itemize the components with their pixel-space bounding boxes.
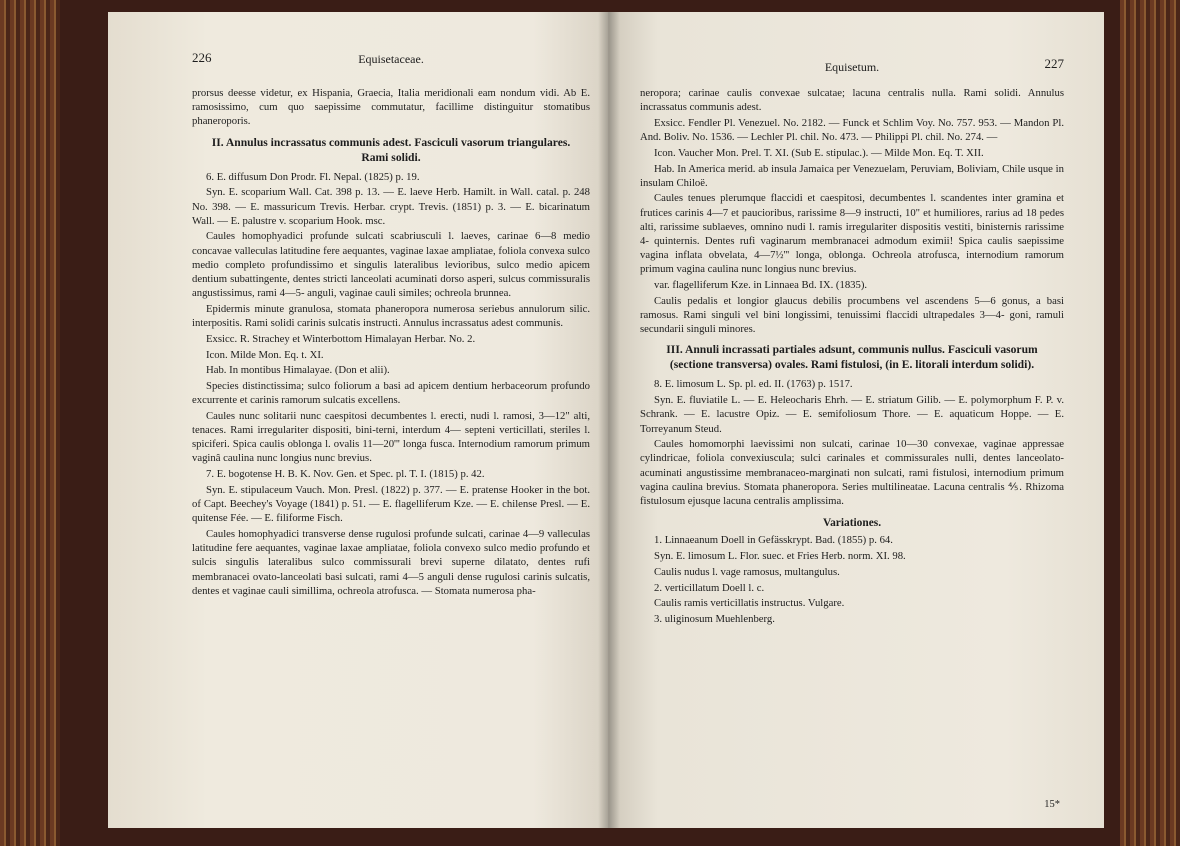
right-text bbox=[640, 86, 1064, 626]
synonyms: Syn. E. fluviatile L. — E. Heleocharis Ehrh. — E. striatum Gilib. — E. polymorphum F. P. v. Schrank. — E. lacustre Opiz. — E. semifoliosum Thore. — E. aquaticum Hoppe. — E. Torreyanum Steud. bbox=[640, 394, 1064, 435]
variation-item: 1. Linnaeanum Doell in Gefässkrypt. Bad. (1855) p. 64. bbox=[654, 534, 893, 547]
left-page-number: 226 bbox=[192, 50, 212, 65]
section-heading: III. Annuli incrassati partiales adsunt, communis nullus. Fasciculi vasorum (sectione transversa) ovales. Rami fistulosi, (in E. litorali interdum solidi). bbox=[666, 343, 1038, 372]
left-running-head: Equisetaceae. bbox=[358, 52, 424, 66]
species-entry: 6. E. diffusum Don Prodr. Fl. Nepal. (1825) p. 19. bbox=[206, 170, 420, 183]
species-entry: 7. E. bogotense H. B. K. Nov. Gen. et Spec. pl. T. I. (1815) p. 42. bbox=[206, 468, 485, 481]
paragraph: Caules homophyadici profunde sulcati scabriusculi l. laeves, carinae 6—8 medio concavae valleculas latitudine fere aequantes, vaginae laxae ampliatae, foliola convexa sulco medio completo profundissimo et singulis lateralibus levioribus, sulco medio apicem dentium subattingente, dentes stricti lanceolati acuminati dorso asperi, sulcus commissuralis angustissimus, rami 4—5- anguli, vaginae cauli similes; ochreola brunnea. bbox=[192, 230, 590, 300]
left-text bbox=[192, 86, 590, 598]
habitat: Hab. In America merid. ab insula Jamaica per Venezuelam, Peruviam, Boliviam, Chile usque in insulam Chiloë. bbox=[640, 162, 1064, 189]
habitat: Hab. In montibus Himalayae. (Don et alii). bbox=[206, 364, 390, 377]
paragraph: neropora; carinae caulis convexae sulcatae; lacuna centralis nulla. Rami solidi. Annulus incrassatus communis adest. bbox=[640, 87, 1064, 114]
synonyms: Syn. E. stipulaceum Vauch. Mon. Presl. (1822) p. 377. — E. pratense Hooker in the bot. of Capt. Beechey's Voyage (1841) p. 51. — E. flagelliferum Kze. — E. chilense Presl. — E. quitense Fée. — E. filiforme Fisch. bbox=[192, 483, 590, 525]
synonyms: Syn. E. scoparium Wall. Cat. 398 p. 13. — E. laeve Herb. Hamilt. in Wall. catal. p. 248 No. 398. — E. massuricum Trevis. Herbar. crypt. Trevis. (1851) p. 3. — E. bicarinatum Wall. — E. palustre v. scoparium Hook. msc. bbox=[192, 186, 590, 227]
left-page bbox=[108, 12, 608, 828]
right-binding bbox=[1120, 0, 1180, 846]
paragraph: Epidermis minute granulosa, stomata phaneropora numerosa seriebus annulorum silic. interpositis. Rami solidi carinis sulcatis instructi. Annulus incrassatus adest communis. bbox=[192, 302, 590, 330]
icon-reference: Icon. Vaucher Mon. Prel. T. XI. (Sub E. stipulac.). — Milde Mon. Eq. T. XII. bbox=[654, 146, 984, 159]
left-binding bbox=[0, 0, 60, 846]
paragraph: prorsus deesse videtur, ex Hispania, Graecia, Italia meridionali eam nondum vidi. Ab E. ramosissimo, cum quo saepissime commutatur, facillime distinguitur stomatibus phaneroporis. bbox=[192, 87, 590, 128]
paragraph: Caules tenues plerumque flaccidi et caespitosi, decumbentes l. scandentes inter gramina et frutices carinis 4—7 et paucioribus, rarissime 8—9 instructi, 10" et humiliores, rarius ad 18 pedes alti, rarissime sublaeves, omnino nudi l. ramis irregulariter dispositis vestiti, binisternis rarissime 4- quinternis. Dentes rufi vaginarum membranacei admodum eximii! Spica caulis saepissime vagina inflata obvelata, 4—7½''' longa, oblonga. Ochreola atrofusca, internodium ramorum primum vagina caulina nunc longius nunc brevius. bbox=[640, 192, 1064, 276]
icon-reference: Icon. Milde Mon. Eq. t. XI. bbox=[206, 348, 324, 361]
right-running-head: Equisetum. bbox=[824, 60, 880, 74]
left-header bbox=[192, 50, 590, 72]
section-heading: II. Annulus incrassatus communis adest. Fasciculi vasorum triangulares. Rami solidi. bbox=[211, 135, 571, 164]
right-page bbox=[608, 12, 1104, 828]
right-header bbox=[640, 50, 1064, 72]
paragraph: Caules homomorphi laevissimi non sulcati, carinae 10—30 convexae, vaginae appressae cylindricae, foliola convexiuscula; sulci carinales et commissurales nulli, dentes lanceolato-acuminati angustissime membranaceo-marginati non sulcati, rami fistulosi, internodium primum vagina caulina brevius. Stomata phaneropora. Series multilineatae. Lacuna centralis ⅘. Rhizoma fistulosum ejusque lacuna centralis amplissima. bbox=[640, 438, 1064, 508]
paragraph: Caulis nudus l. vage ramosus, multangulus. bbox=[654, 565, 840, 578]
paragraph: Caulis pedalis et longior glaucus debilis procumbens vel ascendens 5—6 gonus, a basi ramosus. Rami singuli vel bini longissimi, tenuissimi flaccidi ultrapedales 3—4- goni, ramuli secundarii singuli minores. bbox=[640, 294, 1064, 336]
paragraph: Species distinctissima; sulco foliorum a basi ad apicem dentium herbaceorum profundo excurrente et carinis ramorum sulcatis excellens. bbox=[192, 379, 590, 407]
signature-mark: 15* bbox=[1044, 799, 1060, 810]
synonyms: Syn. E. limosum L. Flor. suec. et Fries Herb. norm. XI. 98. bbox=[654, 550, 906, 563]
variety: var. flagelliferum Kze. in Linnaea Bd. IX. (1835). bbox=[654, 279, 868, 292]
variationes-heading: Variationes. bbox=[822, 517, 882, 530]
paragraph: Caulis ramis verticillatis instructus. Vulgare. bbox=[654, 597, 845, 610]
variation-item: 3. uliginosum Muehlenberg. bbox=[654, 613, 775, 625]
variation-item: 2. verticillatum Doell l. c. bbox=[654, 581, 765, 594]
paragraph: Caules nunc solitarii nunc caespitosi decumbentes l. erecti, nudi l. ramosi, 3—12" alti, tenaces. Rami irregulariter dispositi, bini-terni, interdum 4— septeni verticillati, steriles l. spiciferi. Spica caulis oblonga l. ovalis 11—20''' longa fusca. Internodium ramorum primum vaginâ caulina nunc longius nunc brevius. bbox=[192, 409, 590, 465]
paragraph: Caules homophyadici transverse dense rugulosi profunde sulcati, carinae 4—9 valleculas latitudine fere aequantes, vaginae laxae ampliatae, foliola convexo sulco medio profundo et sulcis singulis lateralibus sulco commissurali brevi superne dilatato, dentes rufi membranacei ovato-lanceolati basi sulcati, rami 4—5 anguli dense rugulosi carinis sulcatis, dentes et vaginae cauli simillima, ochreola atrofusca. — Stomata numerosa pha- bbox=[192, 527, 590, 597]
right-page-number: 227 bbox=[1044, 56, 1064, 71]
exsiccatae: Exsicc. Fendler Pl. Venezuel. No. 2182. — Funck et Schlim Voy. No. 757. 953. — Mandon Pl. And. Boliv. No. 1536. — Lechler Pl. chil. No. 473. — Philippi Pl. chil. No. 274. — bbox=[640, 116, 1064, 144]
gutter-shadow bbox=[598, 12, 620, 828]
exsiccatae: Exsicc. R. Strachey et Winterbottom Himalayan Herbar. No. 2. bbox=[206, 332, 476, 345]
species-entry: 8. E. limosum L. Sp. pl. ed. II. (1763) p. 1517. bbox=[654, 378, 853, 391]
